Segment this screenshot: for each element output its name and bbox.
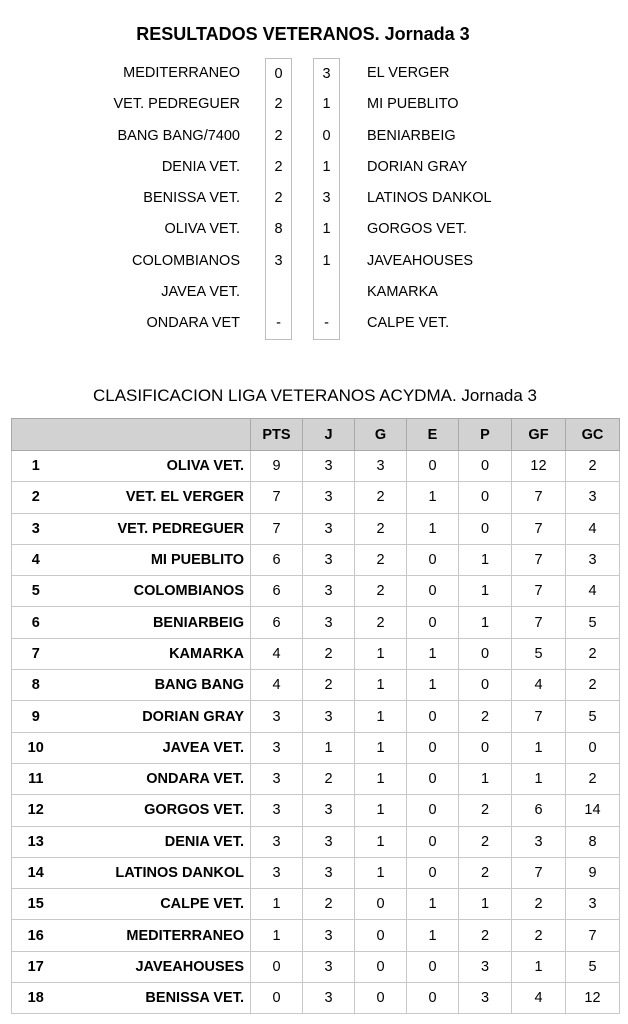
pts-cell: 0 (251, 951, 303, 982)
results-title: RESULTADOS VETERANOS. Jornada 3 (136, 24, 470, 44)
g-cell: 2 (355, 513, 407, 544)
j-cell: 3 (303, 451, 355, 482)
g-cell: 1 (355, 701, 407, 732)
home-score: 0 (265, 58, 292, 89)
gf-cell: 4 (512, 670, 566, 701)
e-cell: 0 (407, 795, 459, 826)
position-cell: 6 (12, 607, 70, 638)
away-team: LATINOS DANKOL (367, 190, 492, 207)
away-team: CALPE VET. (367, 315, 450, 332)
home-team: DENIA VET. (161, 158, 240, 175)
away-team: DORIAN GRAY (367, 158, 468, 175)
gf-cell: 1 (512, 763, 566, 794)
away-score: 1 (313, 246, 340, 277)
position-cell: 15 (12, 889, 70, 920)
result-row (0, 152, 628, 183)
gf-cell: 7 (512, 513, 566, 544)
away-team: KAMARKA (367, 284, 438, 301)
team-cell: ONDARA VET. (70, 763, 251, 794)
pts-cell: 3 (251, 732, 303, 763)
p-cell: 1 (459, 544, 512, 575)
gc-cell: 9 (566, 857, 620, 888)
p-cell: 0 (459, 513, 512, 544)
result-row (0, 277, 628, 308)
home-score (265, 277, 292, 308)
gc-cell: 5 (566, 701, 620, 732)
gf-cell: 6 (512, 795, 566, 826)
position-cell: 14 (12, 857, 70, 888)
g-cell: 1 (355, 795, 407, 826)
position-cell: 7 (12, 638, 70, 669)
e-cell: 0 (407, 544, 459, 575)
home-score: - (265, 308, 292, 339)
header-j: J (303, 419, 355, 451)
team-cell: LATINOS DANKOL (70, 857, 251, 888)
pts-cell: 9 (251, 451, 303, 482)
p-cell: 2 (459, 701, 512, 732)
team-cell: MEDITERRANEO (70, 920, 251, 951)
e-cell: 0 (407, 451, 459, 482)
gc-cell: 2 (566, 451, 620, 482)
away-score: 1 (313, 152, 340, 183)
home-team: MEDITERRANEO (123, 65, 240, 81)
j-cell: 3 (303, 857, 355, 888)
e-cell: 1 (407, 920, 459, 951)
j-cell: 3 (303, 701, 355, 732)
pts-cell: 0 (251, 983, 303, 1014)
gc-cell: 8 (566, 826, 620, 857)
g-cell: 0 (355, 951, 407, 982)
result-row (0, 308, 628, 339)
p-cell: 0 (459, 732, 512, 763)
gf-cell: 5 (512, 638, 566, 669)
home-team: ONDARA VET (146, 315, 240, 332)
position-cell: 17 (12, 951, 70, 982)
e-cell: 0 (407, 983, 459, 1014)
e-cell: 1 (407, 670, 459, 701)
e-cell: 1 (407, 889, 459, 920)
table-row (12, 701, 620, 732)
p-cell: 0 (459, 670, 512, 701)
gf-cell: 2 (512, 889, 566, 920)
team-cell: BENISSA VET. (70, 983, 251, 1014)
gf-cell: 7 (512, 857, 566, 888)
j-cell: 3 (303, 607, 355, 638)
table-row (12, 513, 620, 544)
gf-cell: 12 (512, 451, 566, 482)
g-cell: 0 (355, 889, 407, 920)
result-row (0, 183, 628, 214)
p-cell: 3 (459, 951, 512, 982)
table-row (12, 889, 620, 920)
g-cell: 1 (355, 732, 407, 763)
away-score: 1 (313, 214, 340, 245)
gc-cell: 4 (566, 513, 620, 544)
j-cell: 3 (303, 544, 355, 575)
home-score: 2 (265, 183, 292, 214)
e-cell: 0 (407, 826, 459, 857)
away-team: EL VERGER (367, 65, 450, 81)
team-cell: JAVEAHOUSES (70, 951, 251, 982)
gc-cell: 4 (566, 576, 620, 607)
e-cell: 0 (407, 576, 459, 607)
e-cell: 1 (407, 513, 459, 544)
position-cell: 2 (12, 482, 70, 513)
header-gf: GF (512, 419, 566, 451)
gc-cell: 5 (566, 607, 620, 638)
pts-cell: 3 (251, 795, 303, 826)
position-cell: 9 (12, 701, 70, 732)
table-row (12, 763, 620, 794)
gc-cell: 5 (566, 951, 620, 982)
j-cell: 3 (303, 513, 355, 544)
pts-cell: 6 (251, 544, 303, 575)
j-cell: 3 (303, 482, 355, 513)
g-cell: 1 (355, 826, 407, 857)
g-cell: 2 (355, 576, 407, 607)
pts-cell: 4 (251, 638, 303, 669)
j-cell: 2 (303, 670, 355, 701)
team-cell: CALPE VET. (70, 889, 251, 920)
g-cell: 0 (355, 920, 407, 951)
gf-cell: 1 (512, 951, 566, 982)
gf-cell: 7 (512, 544, 566, 575)
position-cell: 13 (12, 826, 70, 857)
gf-cell: 2 (512, 920, 566, 951)
g-cell: 1 (355, 670, 407, 701)
position-cell: 4 (12, 544, 70, 575)
table-row (12, 732, 620, 763)
j-cell: 3 (303, 795, 355, 826)
away-score: - (313, 308, 340, 339)
home-team: COLOMBIANOS (132, 252, 240, 269)
pts-cell: 3 (251, 763, 303, 794)
pts-cell: 3 (251, 701, 303, 732)
position-cell: 1 (12, 451, 70, 482)
j-cell: 2 (303, 638, 355, 669)
team-cell: JAVEA VET. (70, 732, 251, 763)
table-row (12, 857, 620, 888)
result-row (0, 246, 628, 277)
position-cell: 11 (12, 763, 70, 794)
p-cell: 0 (459, 451, 512, 482)
gc-cell: 14 (566, 795, 620, 826)
table-row (12, 826, 620, 857)
gc-cell: 3 (566, 482, 620, 513)
team-cell: VET. EL VERGER (70, 482, 251, 513)
pts-cell: 3 (251, 826, 303, 857)
home-score: 2 (265, 89, 292, 120)
p-cell: 0 (459, 638, 512, 669)
p-cell: 3 (459, 983, 512, 1014)
position-cell: 3 (12, 513, 70, 544)
position-cell: 12 (12, 795, 70, 826)
g-cell: 2 (355, 482, 407, 513)
gf-cell: 7 (512, 576, 566, 607)
table-row (12, 951, 620, 982)
team-cell: GORGOS VET. (70, 795, 251, 826)
header-e: E (407, 419, 459, 451)
e-cell: 0 (407, 607, 459, 638)
home-team: VET. PEDREGUER (113, 96, 240, 113)
home-score: 2 (265, 152, 292, 183)
gc-cell: 3 (566, 544, 620, 575)
header-g: G (355, 419, 407, 451)
away-score (313, 277, 340, 308)
j-cell: 3 (303, 576, 355, 607)
j-cell: 3 (303, 826, 355, 857)
p-cell: 0 (459, 482, 512, 513)
position-cell: 5 (12, 576, 70, 607)
pts-cell: 6 (251, 576, 303, 607)
team-cell: KAMARKA (70, 638, 251, 669)
table-row (12, 607, 620, 638)
pts-cell: 7 (251, 482, 303, 513)
p-cell: 1 (459, 763, 512, 794)
table-row (12, 795, 620, 826)
position-cell: 18 (12, 983, 70, 1014)
pts-cell: 6 (251, 607, 303, 638)
away-score: 3 (313, 58, 340, 89)
team-cell: MI PUEBLITO (70, 544, 251, 575)
away-team: BENIARBEIG (367, 127, 456, 144)
gc-cell: 7 (566, 920, 620, 951)
away-score: 1 (313, 89, 340, 120)
team-cell: OLIVA VET. (70, 451, 251, 482)
home-score: 3 (265, 246, 292, 277)
standings-title: CLASIFICACION LIGA VETERANOS ACYDMA. Jornada 3 (92, 386, 538, 405)
e-cell: 0 (407, 763, 459, 794)
g-cell: 2 (355, 607, 407, 638)
gf-cell: 7 (512, 701, 566, 732)
e-cell: 1 (407, 482, 459, 513)
pts-cell: 7 (251, 513, 303, 544)
away-score: 3 (313, 183, 340, 214)
home-team: JAVEA VET. (161, 284, 240, 301)
pts-cell: 1 (251, 889, 303, 920)
j-cell: 2 (303, 763, 355, 794)
e-cell: 0 (407, 951, 459, 982)
result-row (0, 58, 628, 89)
gc-cell: 2 (566, 763, 620, 794)
g-cell: 1 (355, 857, 407, 888)
standings-table (11, 418, 620, 1014)
gc-cell: 0 (566, 732, 620, 763)
position-cell: 8 (12, 670, 70, 701)
table-row (12, 983, 620, 1014)
j-cell: 1 (303, 732, 355, 763)
pts-cell: 1 (251, 920, 303, 951)
table-row (12, 670, 620, 701)
team-cell: DENIA VET. (70, 826, 251, 857)
p-cell: 2 (459, 920, 512, 951)
position-cell: 10 (12, 732, 70, 763)
table-row (12, 451, 620, 482)
gc-cell: 2 (566, 638, 620, 669)
home-team: BANG BANG/7400 (117, 127, 240, 144)
p-cell: 1 (459, 889, 512, 920)
table-row (12, 576, 620, 607)
j-cell: 3 (303, 983, 355, 1014)
e-cell: 0 (407, 857, 459, 888)
gf-cell: 7 (512, 482, 566, 513)
home-team: OLIVA VET. (164, 221, 240, 238)
standings-header-row (12, 419, 620, 451)
away-team: GORGOS VET. (367, 221, 467, 238)
result-row (0, 89, 628, 120)
gf-cell: 3 (512, 826, 566, 857)
team-cell: COLOMBIANOS (70, 576, 251, 607)
e-cell: 0 (407, 701, 459, 732)
header-pts: PTS (251, 419, 303, 451)
gf-cell: 1 (512, 732, 566, 763)
header-pos (12, 419, 70, 451)
header-team (70, 419, 251, 451)
g-cell: 1 (355, 763, 407, 794)
p-cell: 1 (459, 607, 512, 638)
team-cell: DORIAN GRAY (70, 701, 251, 732)
j-cell: 3 (303, 920, 355, 951)
g-cell: 1 (355, 638, 407, 669)
table-row (12, 482, 620, 513)
header-gc: GC (566, 419, 620, 451)
table-row (12, 544, 620, 575)
home-score: 2 (265, 121, 292, 152)
results-list (0, 58, 628, 340)
gc-cell: 12 (566, 983, 620, 1014)
gc-cell: 3 (566, 889, 620, 920)
g-cell: 3 (355, 451, 407, 482)
gf-cell: 4 (512, 983, 566, 1014)
team-cell: VET. PEDREGUER (70, 513, 251, 544)
table-row (12, 638, 620, 669)
header-p: P (459, 419, 512, 451)
position-cell: 16 (12, 920, 70, 951)
pts-cell: 4 (251, 670, 303, 701)
result-row (0, 121, 628, 152)
pts-cell: 3 (251, 857, 303, 888)
table-row (12, 920, 620, 951)
away-team: MI PUEBLITO (367, 96, 459, 113)
gf-cell: 7 (512, 607, 566, 638)
p-cell: 2 (459, 826, 512, 857)
p-cell: 2 (459, 857, 512, 888)
result-row (0, 214, 628, 245)
e-cell: 0 (407, 732, 459, 763)
p-cell: 2 (459, 795, 512, 826)
g-cell: 2 (355, 544, 407, 575)
team-cell: BENIARBEIG (70, 607, 251, 638)
p-cell: 1 (459, 576, 512, 607)
g-cell: 0 (355, 983, 407, 1014)
away-team: JAVEAHOUSES (367, 252, 474, 269)
team-cell: BANG BANG (70, 670, 251, 701)
away-score: 0 (313, 121, 340, 152)
j-cell: 3 (303, 951, 355, 982)
home-team: BENISSA VET. (143, 190, 240, 207)
e-cell: 1 (407, 638, 459, 669)
j-cell: 2 (303, 889, 355, 920)
gc-cell: 2 (566, 670, 620, 701)
home-score: 8 (265, 214, 292, 245)
